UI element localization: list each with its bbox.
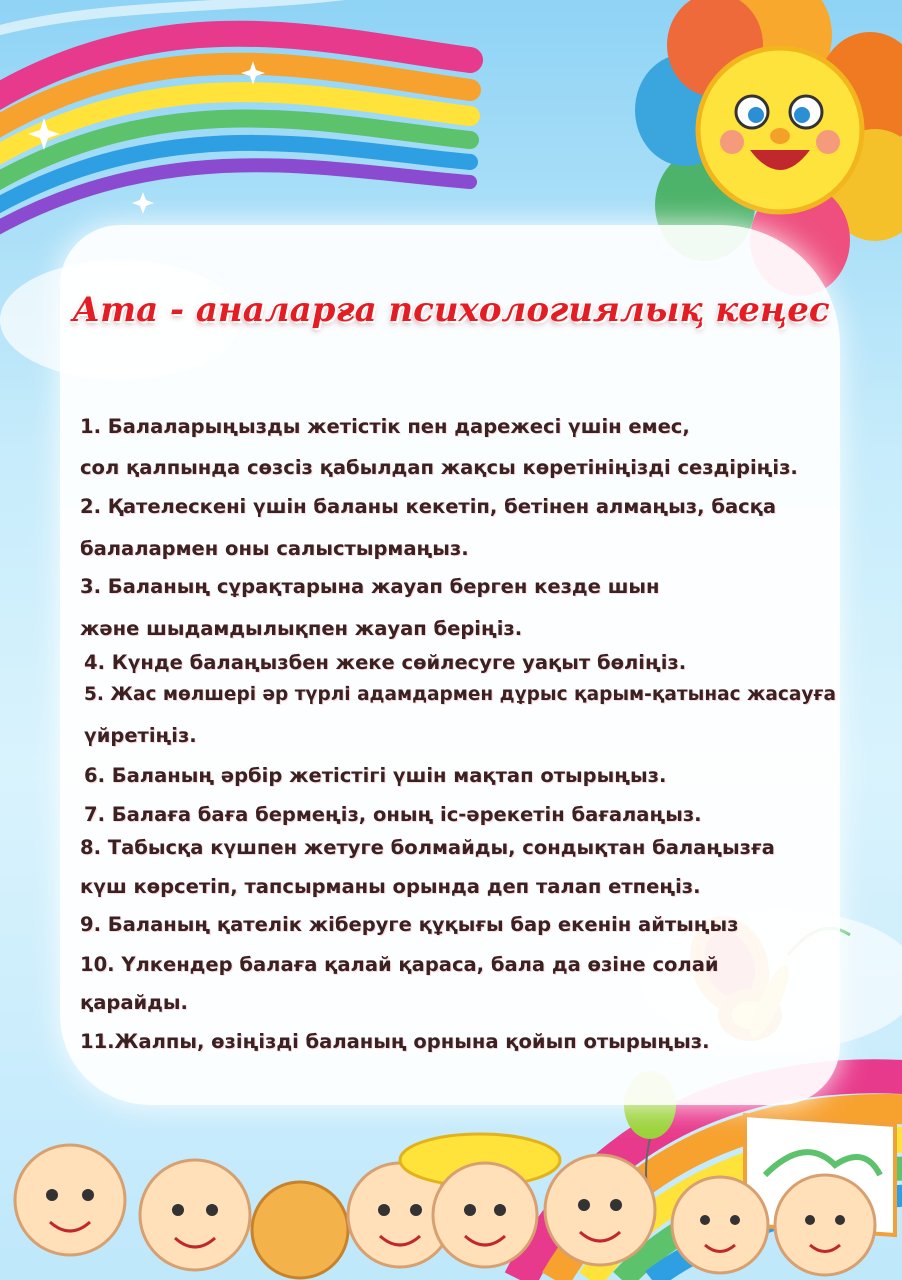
advice-line: және шыдамдылықпен жауап беріңіз. [80, 617, 523, 640]
advice-line: 10. Үлкендер балаға қалай қараса, бала да өзіне солай [80, 953, 719, 976]
advice-line: 7. Балаға баға бермеңіз, оның іс-әрекетін бағалаңыз. [84, 803, 702, 826]
advice-line: қарайды. [80, 991, 188, 1014]
advice-line: күш көрсетіп, тапсырманы орында деп талап етпеңіз. [80, 875, 701, 898]
advice-line: 9. Баланың қателік жіберуге құқығы бар екенін айтыңыз [80, 913, 739, 936]
advice-line: үйретіңіз. [84, 724, 197, 747]
advice-line: 4. Күнде балаңызбен жеке сөйлесуге уақыт бөліңіз. [84, 651, 687, 674]
advice-line: 1. Балаларыңызды жетістік пен дарежесі үшін емес, [80, 415, 690, 438]
advice-line: балалармен оны салыстырмаңыз. [80, 537, 469, 560]
advice-line: 11.Жалпы, өзіңізді баланың орнына қойып отырыңыз. [80, 1030, 710, 1053]
rainbow-swirl-top [0, 0, 470, 250]
advice-line: сол қалпында сөзсіз қабылдап жақсы көретініңізді сездіріңіз. [80, 456, 798, 479]
advice-line: 2. Қателескені үшін баланы кекетіп, бетінен алмаңыз, басқа [80, 495, 777, 518]
advice-line: 8. Табысқа күшпен жетуге болмайды, сондықтан балаңызға [80, 836, 775, 859]
advice-line: 5. Жас мөлшері әр түрлі адамдармен дұрыс қарым-қатынас жасауға [84, 684, 836, 705]
advice-line: 6. Баланың әрбір жетістігі үшін мақтап отырыңыз. [84, 764, 667, 787]
advice-line: 3. Баланың сұрақтарына жауап берген кезде шын [80, 575, 660, 598]
page-title: Ата - аналарға психологиялық кеңес [72, 290, 830, 330]
